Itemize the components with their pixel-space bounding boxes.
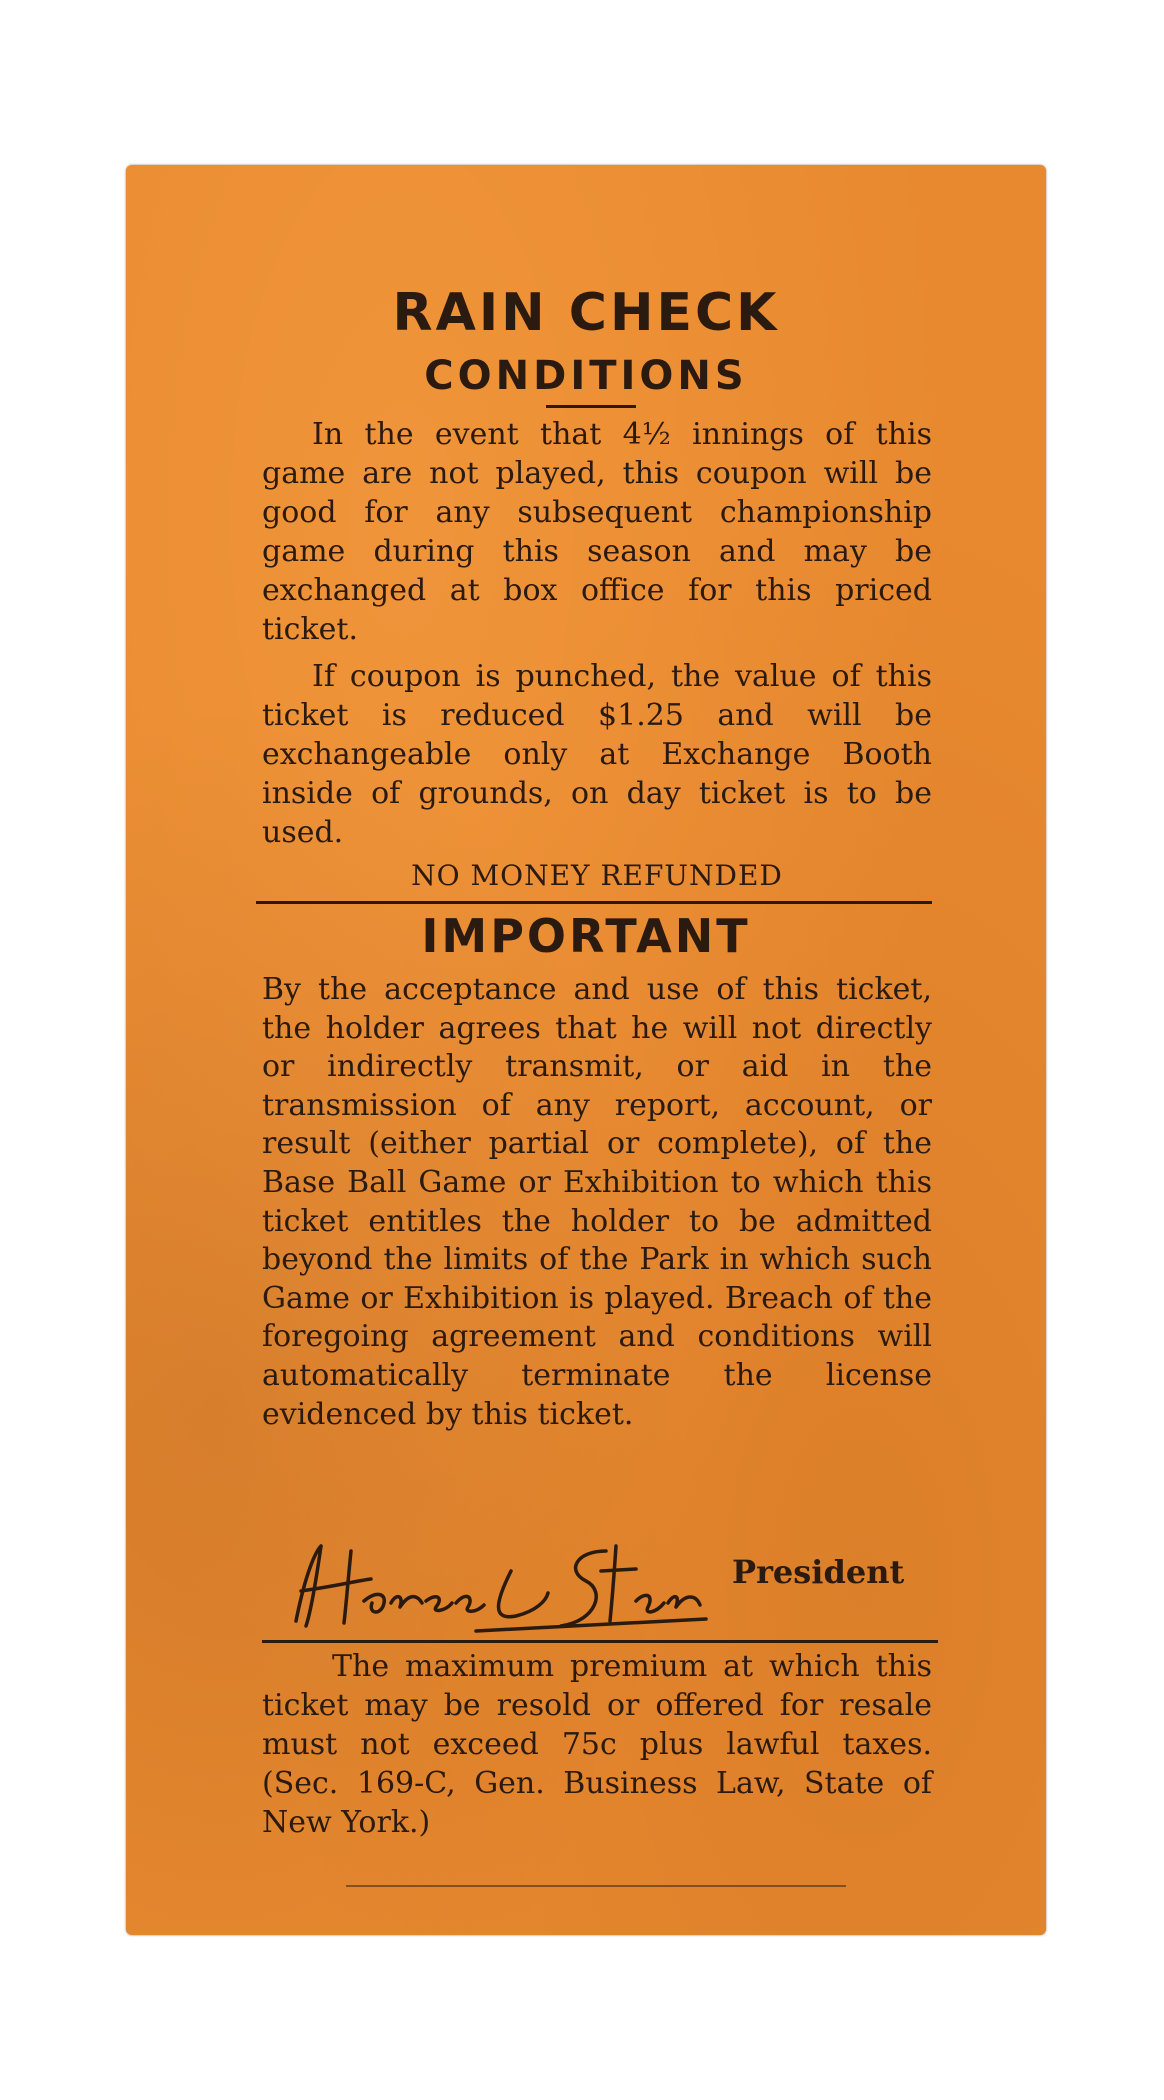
no-refund-notice: NO MONEY REFUNDED	[411, 859, 783, 892]
important-title: IMPORTANT	[421, 909, 751, 963]
divider-rule	[256, 901, 932, 904]
rain-check-ticket	[126, 165, 1046, 1935]
rain-check-conditions-paragraph: In the event that 4½ innings of this game are not played, this coupon will be good for any subsequent championship game during this season and may be exchanged at box office for this priced ticket.	[262, 417, 932, 647]
rain-check-title: RAIN CHECK	[392, 283, 780, 343]
signature-title: President	[732, 1553, 905, 1591]
conditions-title: CONDITIONS	[424, 353, 748, 399]
divider-rule-bottom	[262, 1640, 938, 1643]
resale-premium-paragraph: The maximum premium at which this ticket may be resold or offered for resale must not exceed 75c plus lawful taxes. (Sec. 169-C, Gen. Business Law, State of New York.)	[262, 1649, 932, 1840]
footer-rule	[346, 1885, 846, 1887]
handwritten-signature	[276, 1531, 716, 1641]
broadcast-restriction-paragraph: By the acceptance and use of this ticket, the holder agrees that he will not directly or indirectly transmit, or aid in the transmission of any report, account, or result (either partial or complete), of the Base Ball Game or Exhibition to which this ticket entitles the holder to be admitted beyond the limits of the Park in which such Game or Exhibition is played. Breach of the foregoing agreement and conditions will automatically terminate the license evidenced by this ticket.	[262, 972, 932, 1432]
conditions-underline	[546, 405, 636, 408]
punched-coupon-paragraph: If coupon is punched, the value of this ticket is reduced $1.25 and will be exchangeable only at Exchange Booth inside of grounds, on day ticket is to be used.	[262, 659, 932, 850]
